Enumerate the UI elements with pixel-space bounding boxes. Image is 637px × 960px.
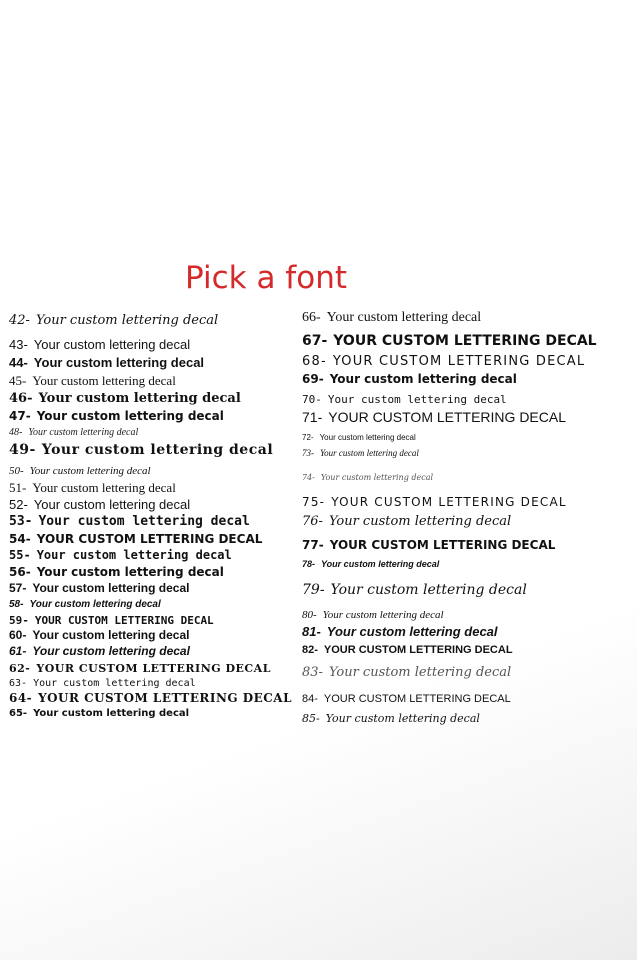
option-sample-text: Your custom lettering decal <box>326 624 498 639</box>
option-number: 63- <box>9 678 28 689</box>
font-option-50 <box>9 465 151 477</box>
option-number: 69- <box>302 372 324 386</box>
option-sample-text: Your custom lettering decal <box>33 497 191 512</box>
option-sample-text: Your custom lettering decal <box>32 644 190 658</box>
option-number: 61- <box>9 644 27 658</box>
option-number: 73- <box>302 448 314 458</box>
font-option-83 <box>302 665 511 680</box>
option-sample-text: Your custom lettering decal <box>29 599 161 610</box>
option-number: 72- <box>302 433 314 442</box>
font-option-75 <box>302 495 567 509</box>
font-option-73 <box>302 448 419 458</box>
option-number: 43- <box>9 337 28 352</box>
option-sample-text: Your custom lettering decal <box>35 313 219 328</box>
option-sample-text: Your custom lettering decal <box>328 514 512 529</box>
option-number: 79- <box>302 582 325 598</box>
option-number: 70- <box>302 393 322 406</box>
option-sample-text: Your custom lettering decal <box>32 628 190 642</box>
option-number: 46- <box>9 391 33 406</box>
font-option-76 <box>302 514 511 529</box>
option-sample-text: Your custom lettering decal <box>36 548 232 562</box>
option-sample-text: Your custom lettering decal <box>38 514 250 529</box>
option-number: 83- <box>302 665 323 680</box>
option-sample-text: YOUR CUSTOM LETTERING DECAL <box>331 495 567 509</box>
option-sample-text: Your custom lettering decal <box>327 393 507 406</box>
option-sample-text: Your custom lettering decal <box>330 582 527 598</box>
page-title: Pick a font <box>184 260 347 296</box>
font-option-78 <box>302 559 439 569</box>
option-sample-text: Your custom lettering decal <box>322 609 444 621</box>
option-sample-text: Your custom lettering decal <box>41 442 274 458</box>
option-number: 58- <box>9 599 24 610</box>
option-sample-text: YOUR CUSTOM LETTERING DECAL <box>323 644 513 656</box>
option-number: 76- <box>302 514 323 529</box>
option-number: 47- <box>9 409 31 423</box>
option-number: 55- <box>9 548 31 562</box>
font-option-45 <box>9 373 176 389</box>
font-option-80 <box>302 609 444 621</box>
font-option-49 <box>9 442 273 458</box>
option-sample-text: Your custom lettering decal <box>33 337 191 352</box>
option-number: 59- <box>9 614 29 627</box>
font-option-66 <box>302 310 481 326</box>
option-sample-text: YOUR CUSTOM LETTERING DECAL <box>328 409 567 425</box>
font-option-74 <box>302 473 433 482</box>
option-sample-text: Your custom lettering decal <box>33 708 190 719</box>
option-sample-text: Your custom lettering decal <box>28 427 139 438</box>
option-number: 42- <box>9 313 30 328</box>
font-option-51 <box>9 480 176 496</box>
font-option-56 <box>9 565 224 579</box>
option-number: 44- <box>9 355 28 370</box>
font-option-47 <box>9 409 224 423</box>
option-number: 85- <box>302 712 320 725</box>
font-option-79 <box>302 582 527 598</box>
option-number: 82- <box>302 644 318 656</box>
option-sample-text: YOUR CUSTOM LETTERING DECAL <box>38 691 292 705</box>
option-sample-text: Your custom lettering decal <box>320 473 434 482</box>
option-number: 65- <box>9 708 28 719</box>
option-number: 53- <box>9 514 33 529</box>
option-sample-text: YOUR CUSTOM LETTERING DECAL <box>34 614 214 627</box>
option-sample-text: YOUR CUSTOM LETTERING DECAL <box>333 333 597 349</box>
option-sample-text: YOUR CUSTOM LETTERING DECAL <box>329 538 556 552</box>
option-number: 64- <box>9 691 33 705</box>
font-option-68 <box>302 354 585 369</box>
option-number: 71- <box>302 409 323 425</box>
font-option-62 <box>9 662 271 675</box>
option-sample-text: YOUR CUSTOM LETTERING DECAL <box>323 693 511 705</box>
option-number: 51- <box>9 480 27 495</box>
option-number: 84- <box>302 693 318 705</box>
option-sample-text: Your custom lettering decal <box>32 480 176 495</box>
option-sample-text: Your custom lettering decal <box>29 465 151 477</box>
font-option-48 <box>9 427 138 438</box>
option-number: 45- <box>9 373 27 388</box>
option-number: 77- <box>302 538 324 552</box>
font-option-43 <box>9 337 190 352</box>
option-number: 80- <box>302 609 317 621</box>
font-option-65 <box>9 708 189 719</box>
font-option-57 <box>9 581 190 595</box>
font-option-54 <box>9 532 262 546</box>
option-number: 60- <box>9 628 27 642</box>
font-option-71 <box>302 409 566 425</box>
font-option-58 <box>9 599 161 610</box>
font-option-63 <box>9 678 196 689</box>
font-option-77 <box>302 538 555 552</box>
option-number: 66- <box>302 310 321 325</box>
font-option-72 <box>302 433 416 442</box>
font-option-64 <box>9 691 292 705</box>
option-sample-text: YOUR CUSTOM LETTERING DECAL <box>332 354 586 369</box>
option-number: 67- <box>302 333 328 349</box>
option-number: 78- <box>302 559 316 569</box>
font-option-61 <box>9 644 190 658</box>
option-number: 68- <box>302 354 327 369</box>
option-number: 81- <box>302 624 321 639</box>
font-option-84 <box>302 693 511 705</box>
font-option-44 <box>9 355 204 370</box>
option-number: 62- <box>9 662 31 675</box>
font-option-69 <box>302 372 517 386</box>
option-sample-text: Your custom lettering decal <box>321 559 440 569</box>
font-option-82 <box>302 644 513 656</box>
font-option-42 <box>9 313 218 328</box>
option-number: 56- <box>9 565 31 579</box>
option-sample-text: YOUR CUSTOM LETTERING DECAL <box>36 532 263 546</box>
option-sample-text: Your custom lettering decal <box>32 373 176 388</box>
option-sample-text: Your custom lettering decal <box>329 372 517 386</box>
font-option-60 <box>9 628 190 642</box>
option-number: 48- <box>9 427 23 438</box>
option-number: 52- <box>9 497 28 512</box>
option-sample-text: Your custom lettering decal <box>38 391 241 406</box>
font-option-46 <box>9 391 241 406</box>
option-number: 57- <box>9 581 27 595</box>
font-option-85 <box>302 712 480 725</box>
option-number: 54- <box>9 532 31 546</box>
option-sample-text: Your custom lettering decal <box>33 355 205 370</box>
font-option-67 <box>302 333 597 349</box>
font-option-52 <box>9 497 190 512</box>
option-sample-text: Your custom lettering decal <box>319 433 416 442</box>
option-sample-text: Your custom lettering decal <box>328 665 512 680</box>
font-option-55 <box>9 548 232 562</box>
option-sample-text: Your custom lettering decal <box>36 409 224 423</box>
option-sample-text: Your custom lettering decal <box>326 310 482 325</box>
font-option-70 <box>302 393 507 406</box>
option-sample-text: Your custom lettering decal <box>33 678 196 689</box>
option-sample-text: Your custom lettering decal <box>36 565 224 579</box>
option-number: 50- <box>9 465 24 477</box>
font-option-59 <box>9 614 214 627</box>
option-sample-text: YOUR CUSTOM LETTERING DECAL <box>36 662 271 675</box>
option-number: 75- <box>302 495 326 509</box>
option-number: 74- <box>302 473 315 482</box>
font-option-53 <box>9 514 250 529</box>
font-option-81 <box>302 624 498 639</box>
option-sample-text: Your custom lettering decal <box>32 581 190 595</box>
option-sample-text: Your custom lettering decal <box>320 448 419 458</box>
option-sample-text: Your custom lettering decal <box>325 712 480 725</box>
option-number: 49- <box>9 442 36 458</box>
